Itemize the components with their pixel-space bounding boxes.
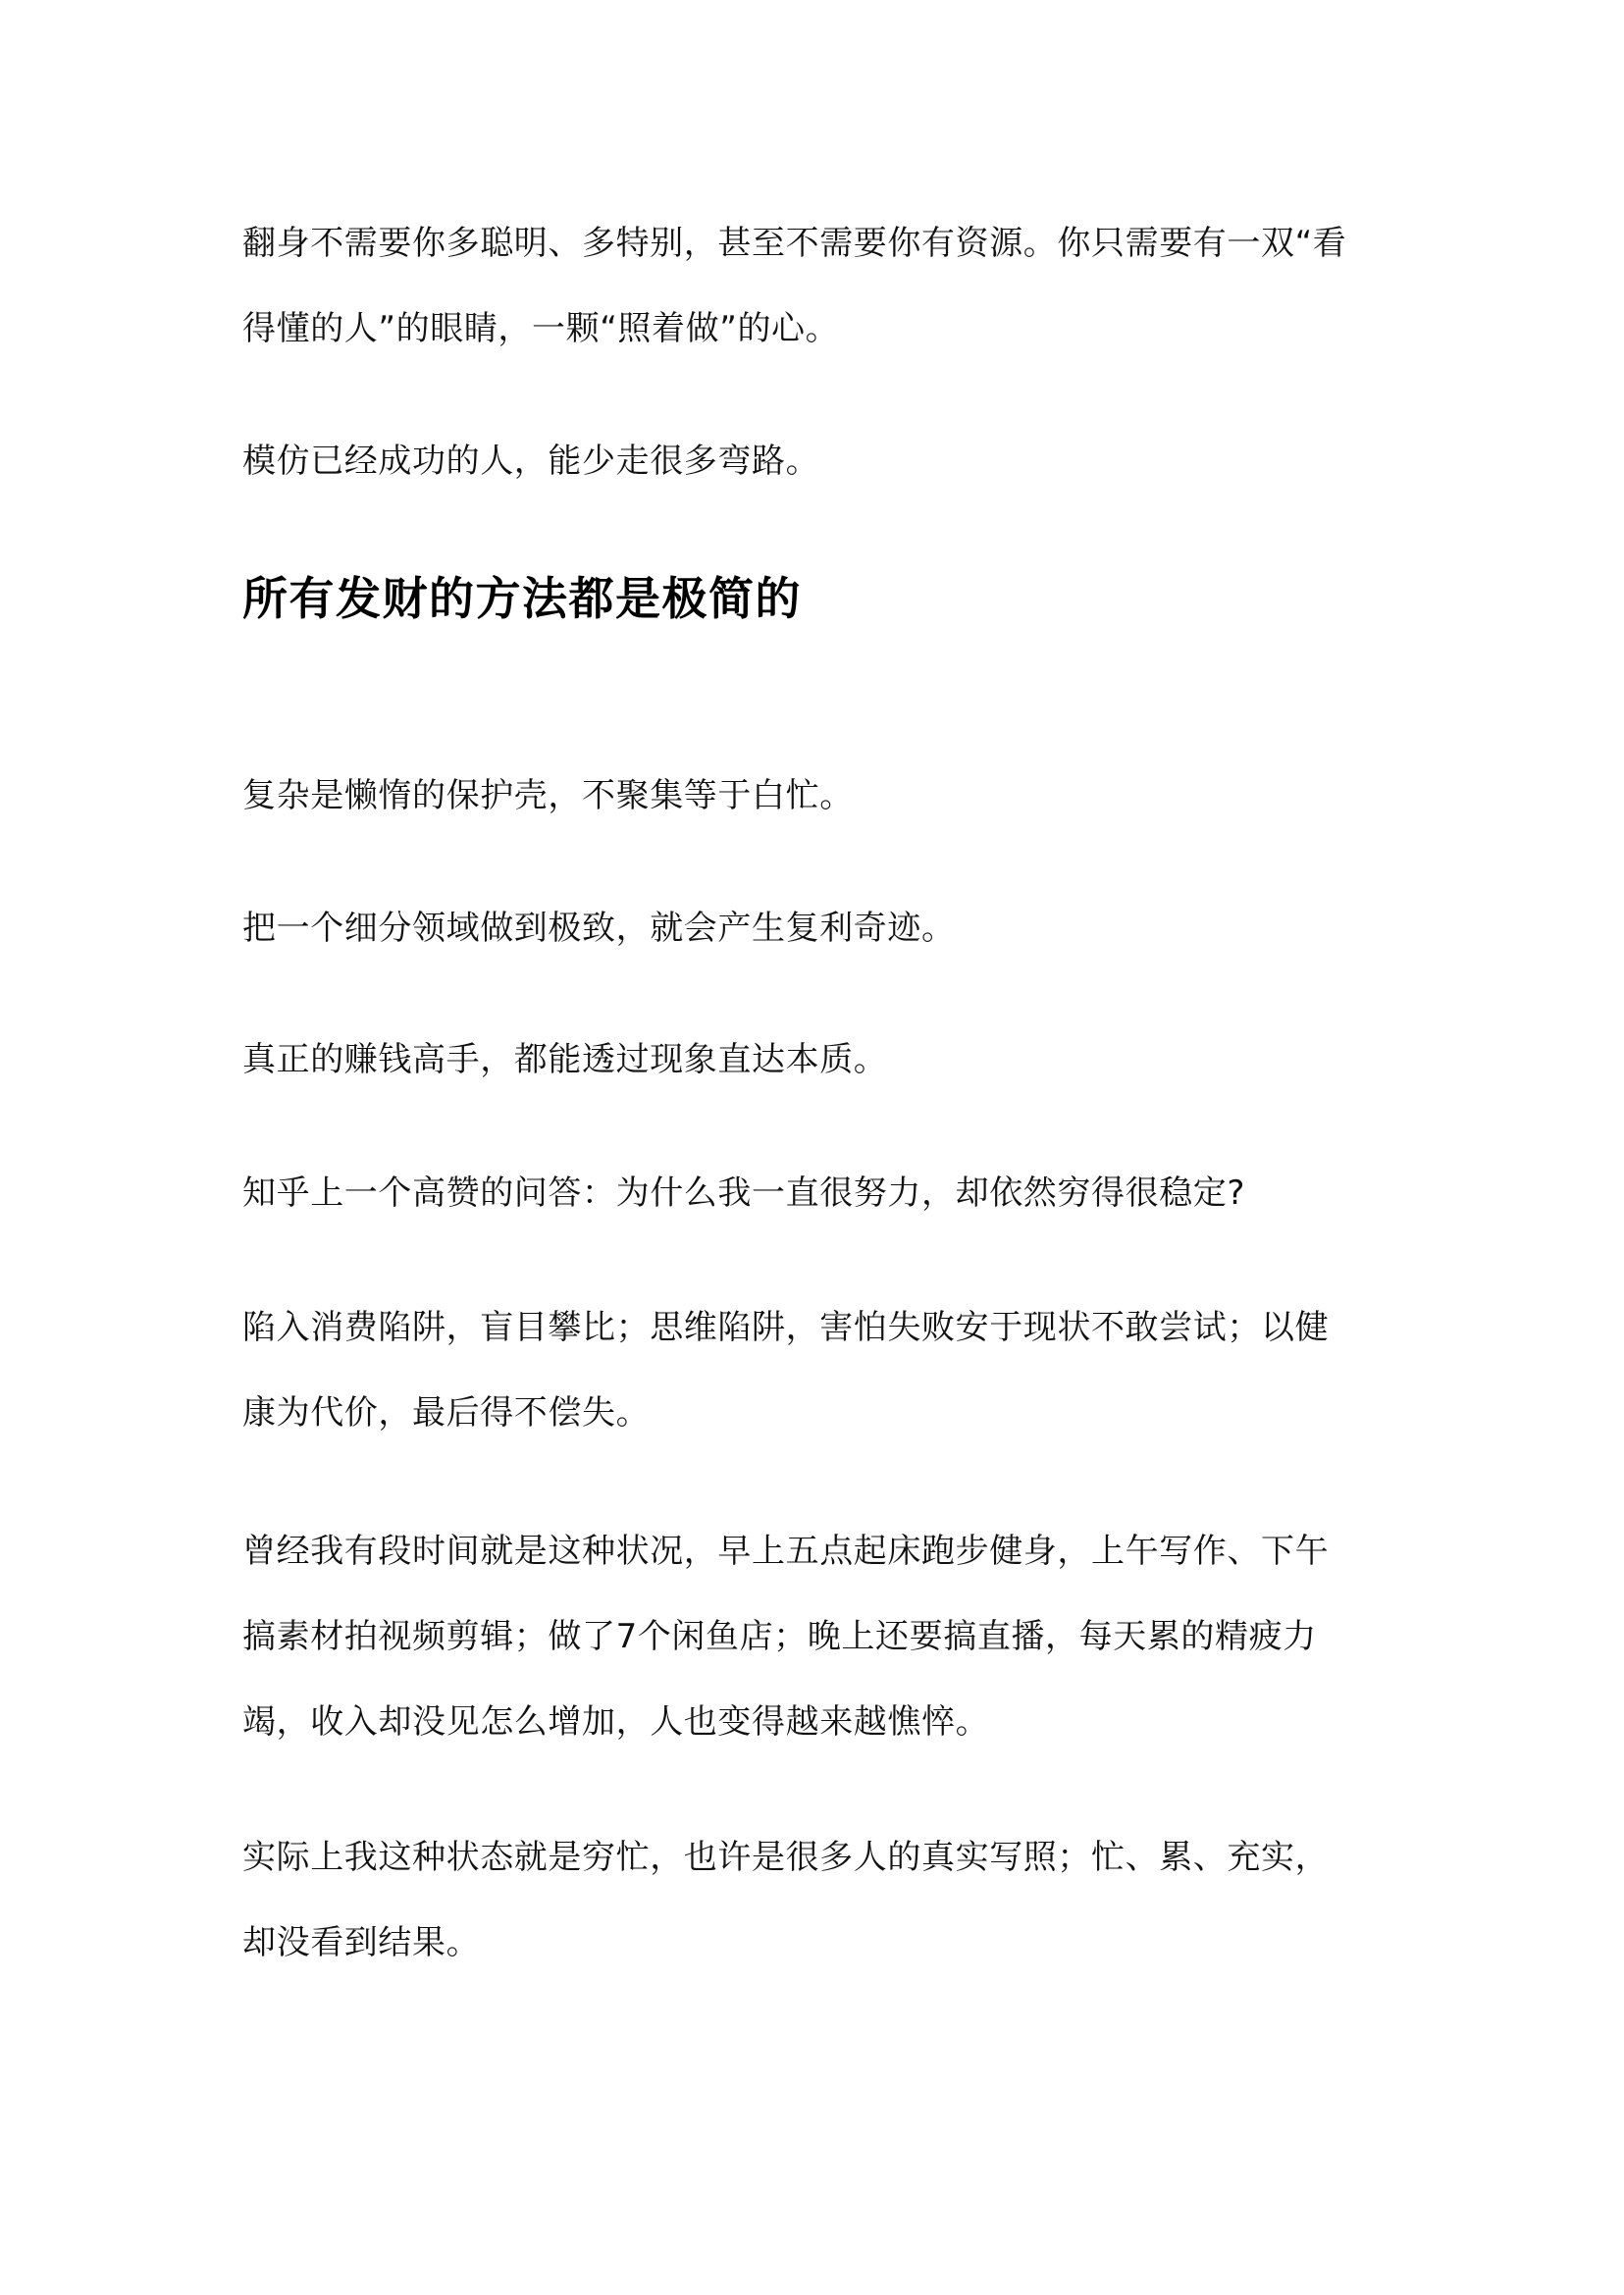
text-line: 竭，收入却没见怎么增加，人也变得越来越憔悴。 (242, 1702, 990, 1742)
text-line: 搞素材拍视频剪辑；做了7个闲鱼店；晚上还要搞直播，每天累的精疲力 (242, 1617, 1317, 1656)
text-line: 得懂的人”的眼睛，一颗“照着做”的心。 (242, 309, 840, 348)
paragraph-8 (242, 1509, 1390, 1765)
paragraph-9 (242, 1815, 1390, 1986)
text-line: 模仿已经成功的人，能少走很多弯路。 (242, 442, 820, 481)
paragraph-6 (242, 1151, 1390, 1236)
text-line: 把一个细分领域做到极致，就会产生复利奇迹。 (242, 909, 956, 948)
text-line: 复杂是懒惰的保护壳，不聚集等于白忙。 (242, 776, 854, 815)
section-heading: 所有发财的方法都是极简的 (242, 572, 802, 625)
text-line: 却没看到结果。 (242, 1923, 481, 1962)
paragraph-2 (242, 419, 1390, 504)
text-line: 陷入消费陷阱，盲目攀比；思维陷阱，害怕失败安于现状不敢尝试；以健 (242, 1308, 1330, 1347)
text-line: 真正的赚钱高手，都能透过现象直达本质。 (242, 1040, 888, 1079)
text-line: 知乎上一个高赞的问答：为什么我一直很努力，却依然穷得很稳定? (242, 1174, 1246, 1213)
text-line: 翻身不需要你多聪明、多特别，甚至不需要你有资源。你只需要有一双“看 (242, 224, 1347, 263)
text-line: 曾经我有段时间就是这种状况，早上五点起床跑步健身，上午写作、下午 (242, 1532, 1330, 1571)
paragraph-5 (242, 1017, 1390, 1103)
text-line: 实际上我这种状态就是穷忙，也许是很多人的真实写照；忙、累、充实， (242, 1838, 1330, 1877)
text-line: 康为代价，最后得不偿失。 (242, 1393, 651, 1433)
paragraph-4 (242, 886, 1390, 971)
paragraph-7 (242, 1285, 1390, 1456)
paragraph-1 (242, 201, 1390, 372)
paragraph-3 (242, 754, 1390, 839)
